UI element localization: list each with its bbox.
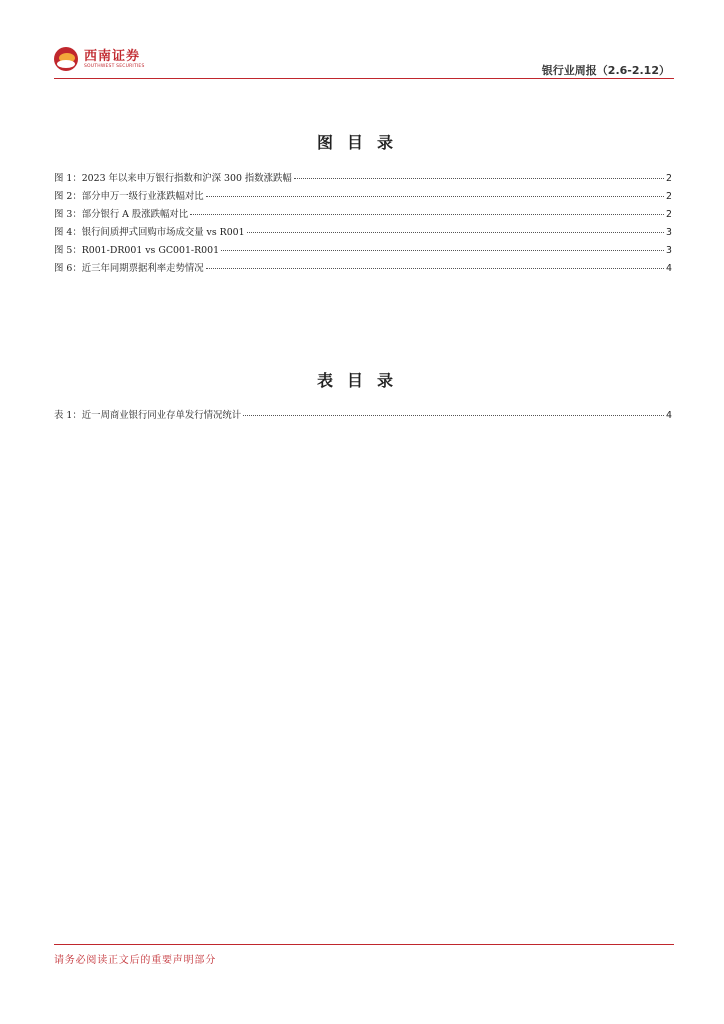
toc-entry[interactable]	[54, 188, 672, 206]
toc-leader-dots	[206, 268, 664, 269]
toc-entry-label: 图 1：2023 年以来申万银行指数和沪深 300 指数涨跌幅	[54, 173, 292, 184]
toc-entry-page: 2	[666, 191, 672, 202]
header-divider	[54, 78, 674, 79]
toc-entry-page: 4	[666, 410, 672, 421]
footer-disclaimer: 请务必阅读正文后的重要声明部分	[54, 955, 216, 966]
toc-leader-dots	[243, 415, 664, 416]
toc-entry-label: 图 5：R001-DR001 vs GC001-R001	[54, 245, 220, 256]
toc-entry-page: 2	[666, 209, 672, 220]
logo-emblem-icon	[54, 47, 78, 71]
logo-chinese-name: 西南证券	[84, 48, 141, 64]
toc-entry-label: 图 4：银行间质押式回购市场成交量 vs R001	[54, 227, 245, 238]
logo-english-name: SOUTHWEST SECURITIES	[84, 63, 145, 69]
toc-entry[interactable]	[54, 224, 672, 242]
toc-entry-label: 图 3：部分银行 A 股涨跌幅对比	[54, 209, 189, 220]
toc-entry-page: 3	[666, 245, 672, 256]
figure-toc-list	[54, 170, 672, 278]
toc-leader-dots	[190, 214, 664, 215]
toc-leader-dots	[247, 232, 664, 233]
toc-entry-page: 4	[666, 263, 672, 274]
toc-entry[interactable]	[54, 407, 672, 425]
toc-entry-label: 表 1：近一周商业银行同业存单发行情况统计	[54, 410, 242, 421]
figure-toc-title: 图目录	[316, 133, 407, 152]
toc-entry[interactable]	[54, 206, 672, 224]
toc-entry-page: 3	[666, 227, 672, 238]
toc-leader-dots	[294, 178, 664, 179]
toc-entry[interactable]	[54, 242, 672, 260]
page-header	[54, 40, 674, 82]
logo-text	[84, 49, 145, 70]
table-toc-title: 表目录	[316, 371, 407, 390]
toc-leader-dots	[206, 196, 664, 197]
table-toc-list	[54, 407, 672, 425]
toc-entry[interactable]	[54, 260, 672, 278]
report-title-tag: 银行业周报（2.6-2.12）	[541, 64, 670, 77]
toc-entry-label: 图 2：部分申万一级行业涨跌幅对比	[54, 191, 204, 202]
toc-entry-label: 图 6：近三年同期票据利率走势情况	[54, 263, 204, 274]
footer-divider	[54, 944, 674, 945]
toc-entry[interactable]	[54, 170, 672, 188]
toc-leader-dots	[221, 250, 664, 251]
company-logo	[54, 42, 145, 76]
toc-entry-page: 2	[666, 173, 672, 184]
